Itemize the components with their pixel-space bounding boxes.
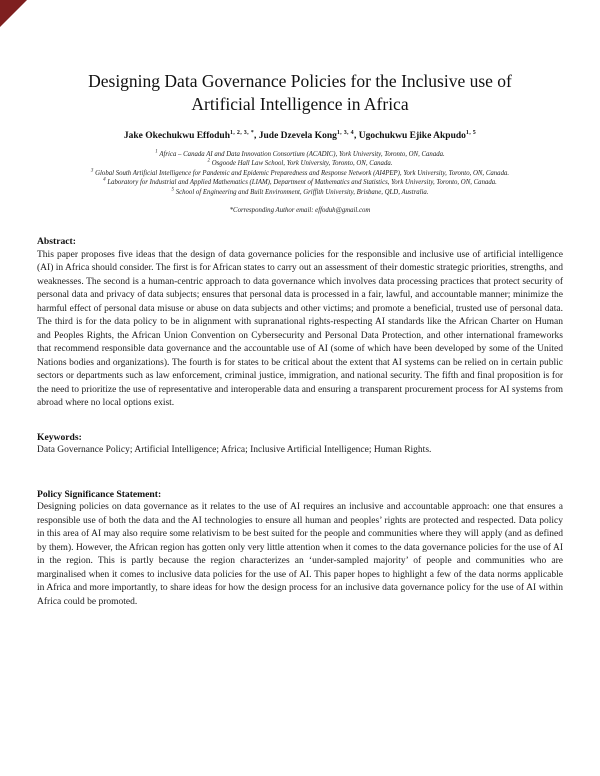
affiliation-line	[37, 159, 563, 168]
abstract-body: This paper proposes five ideas that the design of data governance policies for the responsible and inclusive use of artificial intelligence (AI) in Africa should consider. The first is for African states to carry out an assessment of their domestic strategic priorities, strengths, and weaknesses. The second is a human-centric approach to data governance which involves data processing practices that protect security of personal data and privacy of data subjects; ensures that personal data is processed in a fair, lawful, and accountable manner; minimize the harmful effect of personal data misuse or abuse on data subjects and other victims; and promote a beneficial, trusted use of personal data. The third is for the data policy to be in alignment with supranational rights-respecting AI standards like the African Charter on Human and Peoples Rights, the African Union Convention on Cybersecurity and Personal Data Protection, and other international frameworks that recommend responsible data governance and the accountable use of AI (some of which have been developed by some of the United Nations bodies and organizations). The fourth is for states to be critical about the extent that AI systems can be relied on in certain public sectors or departments such as law enforcement, criminal justice, immigration, and national security. The fifth and final proposition is for the need to prioritize the use of representative and interoperable data and ensuring a transparent procurement process for AI systems from abroad where no local options exist.	[37, 249, 563, 409]
author-name: Jude Dzevela Kong	[258, 131, 337, 141]
affiliation-text: School of Engineering and Built Environment, Griffith University, Brisbane, QLD, Australia.	[175, 188, 429, 196]
affiliation-marker: 5	[171, 187, 174, 193]
authors-line	[37, 131, 563, 141]
policy-significance-body: Designing policies on data governance as it relates to the use of AI requires an inclusive and accountable approach: one that ensures a responsible use of both the data and the AI technologies to ensure all human and peoples’ rights are protected and respected. Data policy in this area of AI may also require some relativism to be best suited for the people and communities where they will apply (and as defined by them). However, the African region has gotten only very little attention when it comes to the data governance policies for the use of AI in the region. This is partly because the region characterizes an ‘under-sampled majority’ of people and communities who are marginalised when it comes to inclusive data policies for the use of AI. This paper hopes to highlight a few of the data norms applicable in Africa and more importantly, to share ideas for how the design process for an inclusive data governance policy for the use of AI within Africa could be promoted.	[37, 502, 563, 607]
affiliation-line	[37, 188, 563, 197]
policy-significance-heading: Policy Significance Statement:	[37, 488, 162, 500]
keywords-body: Data Governance Policy; Artificial Intelligence; Africa; Inclusive Artificial Intelligence; Human Rights.	[37, 445, 432, 456]
affiliations-block	[37, 150, 563, 197]
author-separator: ,	[254, 131, 259, 141]
affiliation-text: Osgoode Hall Law School, York University, Toronto, ON, Canada.	[211, 160, 393, 168]
corner-fold-mark	[0, 0, 27, 27]
keywords-heading: Keywords:	[37, 431, 82, 443]
affiliation-line	[37, 178, 563, 187]
affiliation-line	[37, 169, 563, 178]
corresponding-author-line: *Corresponding Author email: effoduh@gmail.com	[229, 207, 371, 215]
keywords-section	[37, 431, 563, 458]
affiliation-marker: 4	[103, 177, 106, 183]
policy-significance-section	[37, 488, 563, 610]
author-name: Ugochukwu Ejike Akpudo	[358, 131, 466, 141]
author-name: Jake Okechukwu Effoduh	[123, 131, 230, 141]
paper-title: Designing Data Governance Policies for the Inclusive use of Artificial Intelligence in Africa	[88, 71, 512, 114]
author-superscript: 1, 3, 4	[336, 129, 354, 136]
affiliation-marker: 2	[207, 159, 211, 165]
abstract-section	[37, 235, 563, 411]
author-separator: ,	[353, 131, 359, 141]
affiliation-marker: 1	[155, 149, 158, 155]
author-superscript: 1, 5	[465, 129, 477, 136]
abstract-heading: Abstract:	[37, 236, 76, 248]
author-superscript: 1, 2, 3, *	[230, 129, 254, 136]
page-content	[0, 70, 600, 609]
affiliation-text: Laboratory for Industrial and Applied Mathematics (LIAM), Department of Mathematics and Statistics, York University, Toronto, ON, Canada.	[107, 179, 497, 187]
affiliation-line	[37, 150, 563, 159]
affiliation-marker: 3	[90, 168, 94, 174]
affiliation-text: Global South Artificial Intelligence for Pandemic and Epidemic Preparedness and Response Network (AI4PEP), York University, Toronto, ON, Canada.	[95, 169, 510, 177]
affiliation-text: Africa – Canada AI and Data Innovation Consortium (ACADIC), York University, Toronto, ON, Canada.	[159, 151, 445, 158]
